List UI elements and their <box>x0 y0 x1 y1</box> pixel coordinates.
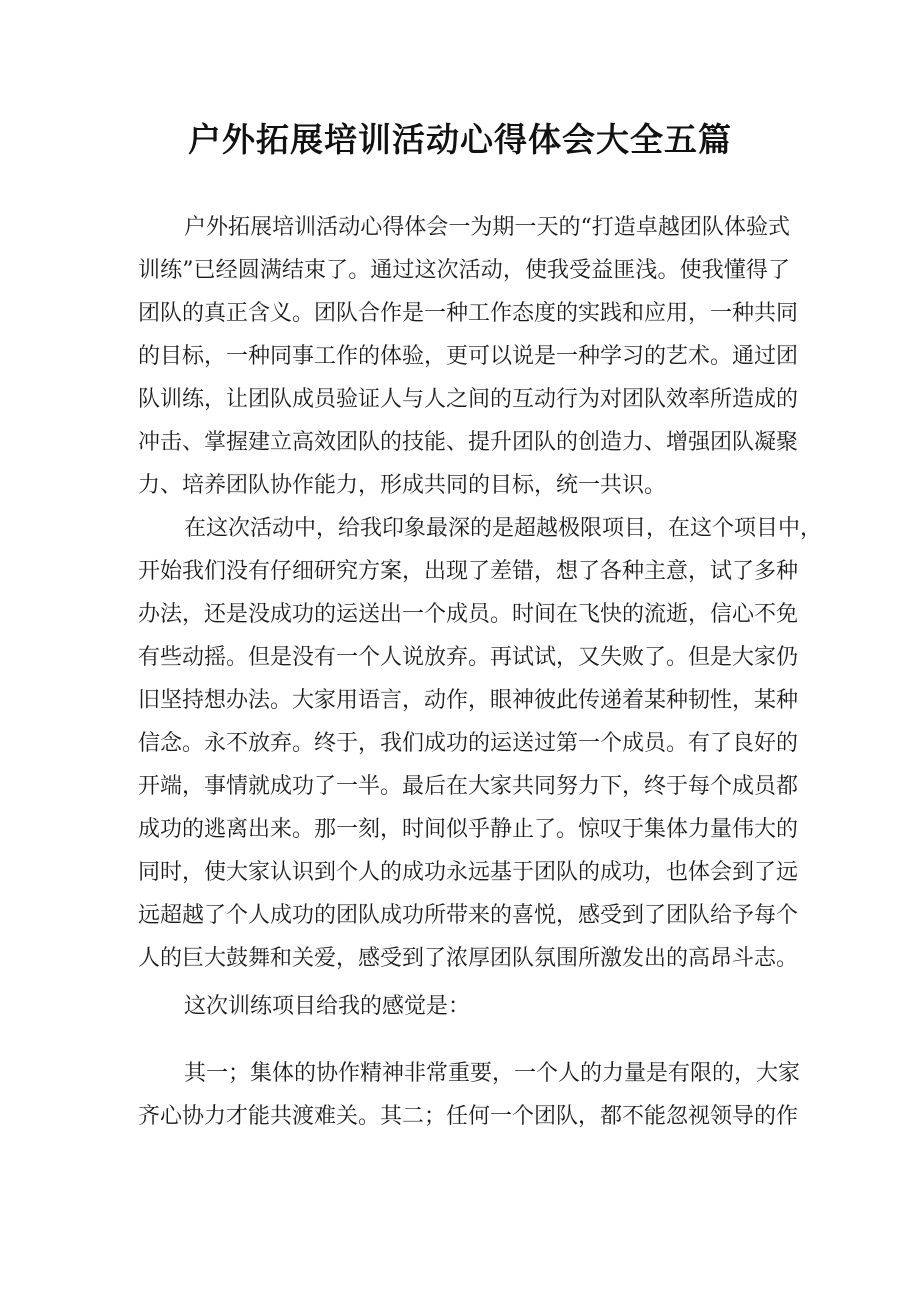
text-line: 远超越了个人成功的团队成功所带来的喜悦，感受到了团队给予每个 <box>138 903 799 928</box>
text-line: 人的巨大鼓舞和关爱，感受到了浓厚团队氛围所激发出的高昂斗志。 <box>138 946 799 971</box>
paragraph-2 <box>138 507 823 980</box>
text-line: 在这次活动中，给我印象最深的是超越极限项目，在这个项目中， <box>184 516 823 541</box>
text-line: 办法，还是没成功的运送出一个成员。时间在飞快的流逝，信心不免 <box>138 602 799 627</box>
text-line: 这次训练项目给我的感觉是： <box>184 994 471 1019</box>
document-title: 户外拓展培训活动心得体会大全五篇 <box>188 120 732 159</box>
paragraph-1 <box>138 206 799 507</box>
text-line: 齐心协力才能共渡难关。其二；任何一个团队，都不能忽视领导的作 <box>138 1104 799 1129</box>
text-line: 队训练，让团队成员验证人与人之间的互动行为对团队效率所造成的 <box>138 387 799 412</box>
text-line: 冲击、掌握建立高效团队的技能、提升团队的创造力、增强团队凝聚 <box>138 430 799 455</box>
text-line: 团队的真正含义。团队合作是一种工作态度的实践和应用，一种共同 <box>138 301 799 326</box>
text-line: 开始我们没有仔细研究方案，出现了差错，想了各种主意，试了多种 <box>138 559 799 584</box>
text-line: 信念。永不放弃。终于，我们成功的运送过第一个成员。有了良好的 <box>138 731 799 756</box>
text-line: 户外拓展培训活动心得体会一为期一天的“打造卓越团队体验式 <box>184 215 790 240</box>
text-line: 同时，使大家认识到个人的成功永远基于团队的成功，也体会到了远 <box>138 860 799 885</box>
paragraph-4 <box>138 1052 801 1138</box>
text-line: 训练”已经圆满结束了。通过这次活动，使我受益匪浅。使我懂得了 <box>138 258 790 283</box>
paragraph-3 <box>138 985 790 1028</box>
text-line: 力、培养团队协作能力，形成共同的目标，统一共识。 <box>138 473 667 498</box>
text-line: 其一；集体的协作精神非常重要，一个人的力量是有限的，大家 <box>184 1061 801 1086</box>
text-line: 的目标，一种同事工作的体验，更可以说是一种学习的艺术。通过团 <box>138 344 799 369</box>
text-line: 有些动摇。但是没有一个人说放弃。再试试，又失败了。但是大家仍 <box>138 645 799 670</box>
text-line: 旧坚持想办法。大家用语言，动作，眼神彼此传递着某种韧性，某种 <box>138 688 799 713</box>
text-line: 成功的逃离出来。那一刻，时间似乎静止了。惊叹于集体力量伟大的 <box>138 817 799 842</box>
text-line: 开端，事情就成功了一半。最后在大家共同努力下，终于每个成员都 <box>138 774 799 799</box>
